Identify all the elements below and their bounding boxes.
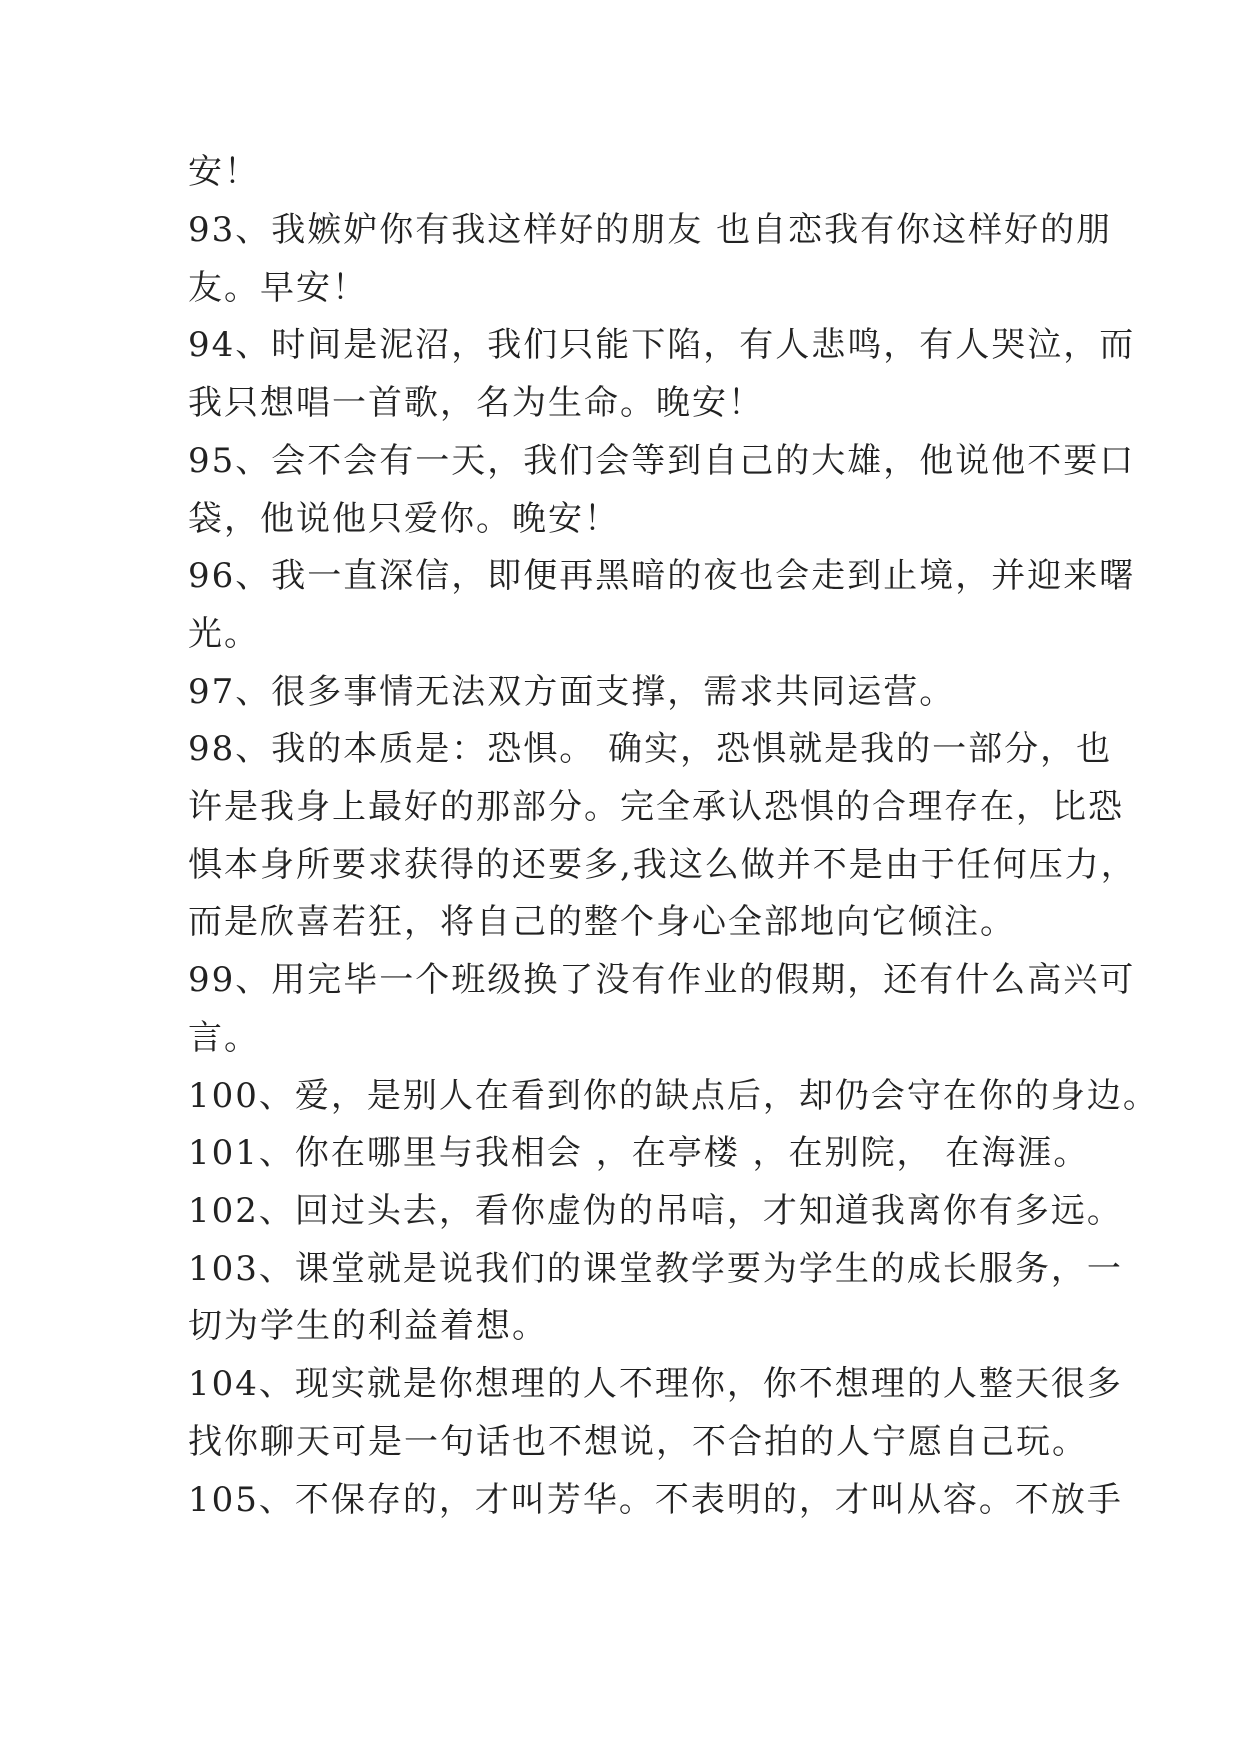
- text-line: 切为学生的利益着想。: [188, 1306, 548, 1346]
- text-line: 而是欣喜若狂，将自己的整个身心全部地向它倾注。: [188, 902, 1016, 942]
- text-line: 95、会不会有一天，我们会等到自己的大雄，他说他不要口: [188, 441, 1136, 481]
- text-line: 98、我的本质是：恐惧。 确实，恐惧就是我的一部分，也: [188, 729, 1113, 769]
- text-line: 105、不保存的，才叫芳华。不表明的，才叫从容。不放手: [188, 1480, 1123, 1520]
- text-line: 96、我一直深信，即便再黑暗的夜也会走到止境，并迎来曙: [188, 556, 1136, 596]
- text-line: 惧本身所要求获得的还要多,我这么做并不是由于任何压力，: [188, 845, 1137, 885]
- text-line: 我只想唱一首歌，名为生命。晚安！: [188, 383, 764, 423]
- text-line: 找你聊天可是一句话也不想说，不合拍的人宁愿自己玩。: [188, 1422, 1088, 1462]
- text-line: 93、我嫉妒你有我这样好的朋友 也自恋我有你这样好的朋: [188, 210, 1113, 250]
- text-line: 99、用完毕一个班级换了没有作业的假期，还有什么高兴可: [188, 960, 1136, 1000]
- text-line: 光。: [188, 614, 260, 654]
- text-line: 友。早安！: [188, 268, 368, 308]
- text-line: 97、很多事情无法双方面支撑，需求共同运营。: [188, 672, 956, 712]
- text-line: 94、时间是泥沼，我们只能下陷，有人悲鸣，有人哭泣，而: [188, 325, 1136, 365]
- text-line: 许是我身上最好的那部分。完全承认恐惧的合理存在，比恐: [188, 787, 1124, 827]
- text-line: 104、现实就是你想理的人不理你，你不想理的人整天很多: [188, 1364, 1123, 1404]
- text-line: 袋，他说他只爱你。晚安！: [188, 499, 620, 539]
- text-line: 言。: [188, 1018, 260, 1058]
- text-line: 100、爱，是别人在看到你的缺点后，却仍会守在你的身边。: [188, 1076, 1159, 1116]
- text-line: 102、回过头去，看你虚伪的吊唁，才知道我离你有多远。: [188, 1191, 1123, 1231]
- text-line: 安！: [188, 152, 260, 192]
- text-line: 103、课堂就是说我们的课堂教学要为学生的成长服务，一: [188, 1249, 1123, 1289]
- text-line: 101、你在哪里与我相会 ，在亭楼 ，在别院， 在海涯。: [188, 1133, 1090, 1173]
